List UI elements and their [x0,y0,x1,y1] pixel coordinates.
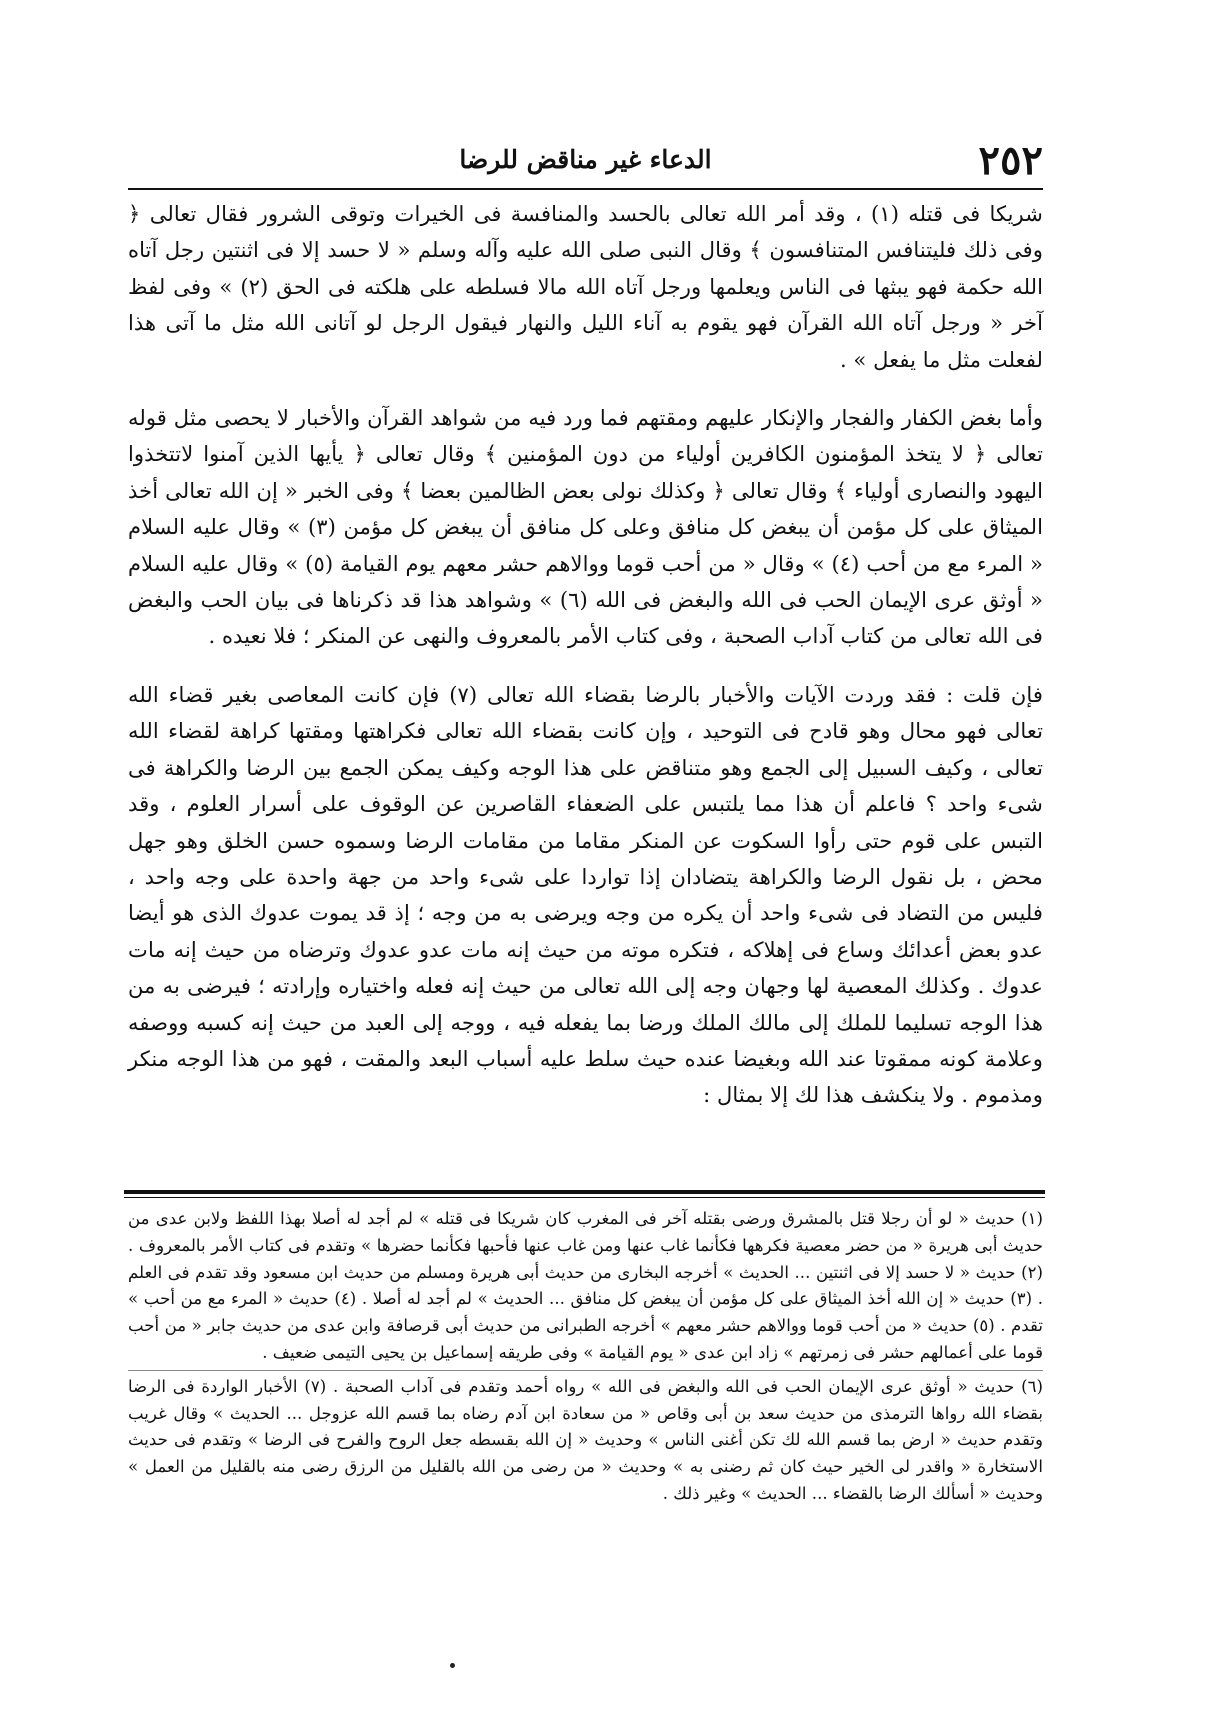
footnotes-block-2: (٦) حديث « أوثق عرى الإيمان الحب فى الله والبغض فى الله » رواه أحمد وتقدم فى آداب الصحبة . (٧) الأخبار الواردة فى الرضا بقضاء الله رواها الترمذى من حديث سعد بن أبى وقاص « من سعادة ابن آدم رضاه بما قسم الله عزوجل ... الحديث » وقال غريب وتقدم حديث « ارض بما قسم الله لك تكن أغنى الناس » وحديث « إن الله بقسطه جعل الروح والفرح فى الرضا » وتقدم فى حديث الاستخارة « واقدر لى الخير حيث كان ثم رضنى به » وحديث « من رضى من الله بالقليل من الرزق رضى منه بالقليل من العمل » وحديث « أسألك الرضا بالقضاء ... الحديث » وغير ذلك . [128,1376,1043,1503]
footnote-separator [124,1190,1045,1194]
page-header [128,136,1043,186]
footnotes [128,1206,1043,1508]
running-title: الدعاء غير مناقض للرضا [459,145,712,174]
paragraph-1: شريكا فى قتله (١) ، وقد أمر الله تعالى بالحسد والمنافسة فى الخيرات وتوقى الشرور فقال تعالى ﴿ وفى ذلك فليتنافس المتنافسون ﴾ وقال النبى صلى الله عليه وآله وسلم « لا حسد إلا فى اثنتين رجل آتاه الله حكمة فهو يبثها فى الناس ويعلمها ورجل آتاه الله مالا فسلطه على هلكته فى الحق (٢) » وفى لفظ آخر « ورجل آتاه الله القرآن فهو يقوم به آناء الليل والنهار فيقول الرجل لو آتانى الله مثل ما آتى هذا لفعلت مثل ما يفعل » . [128,201,1043,372]
paragraph-2: وأما بغض الكفار والفجار والإنكار عليهم ومقتهم فما ورد فيه من شواهد القرآن والأخبار لا يحصى مثل قوله تعالى ﴿ لا يتخذ المؤمنون الكافرين أولياء من دون المؤمنين ﴾ وقال تعالى ﴿ يأيها الذين آمنوا لاتتخذوا اليهود والنصارى أولياء ﴾ وقال تعالى ﴿ وكذلك نولى بعض الظالمين بعضا ﴾ وفى الخبر « إن الله تعالى أخذ الميثاق على كل مؤمن أن يبغض كل منافق وعلى كل منافق أن يبغض كل مؤمن (٣) » وقال عليه السلام « المرء مع من أحب (٤) » وقال « من أحب قوما ووالاهم حشر معهم يوم القيامة (٥) » وقال عليه السلام « أوثق عرى الإيمان الحب فى الله والبغض فى الله (٦) » وشواهد هذا قد ذكرناها فى بيان الحب والبغض فى الله تعالى من كتاب آداب الصحبة ، وفى كتاب الأمر بالمعروف والنهى عن المنكر ؛ فلا نعيده . [128,405,1044,649]
page-end-mark [450,1663,455,1668]
footnote-divider [128,1370,1043,1371]
footnotes-block-1: (١) حديث « لو أن رجلا قتل بالمشرق ورضى بقتله آخر فى المغرب كان شريكا فى قتله » لم أجد له أصلا بهذا اللفظ ولابن عدى من حديث أبى هريرة « من حضر معصية فكرهها فكأنما غاب عنها ومن غاب عنها فأحبها فكأنما حضرها » وتقدم فى كتاب الأمر بالمعروف . (٢) حديث « لا حسد إلا فى اثنتين ... الحديث » أخرجه البخارى من حديث أبى هريرة ومسلم من حديث ابن مسعود وقد تقدم فى العلم . (٣) حديث « إن الله أخذ الميثاق على كل مؤمن أن يبغض كل منافق ... الحديث » لم أجد له أصلا . (٤) حديث « المرء مع من أحب » تقدم . (٥) حديث « من أحب قوما ووالاهم حشر معهم » أخرجه الطبرانى من حديث أبى قرصافة وابن عدى من حديث جابر « من أحب قوما على أعمالهم حشر فى زمرتهم » زاد ابن عدى « يوم القيامة » وفى طريقه إسماعيل بن يحيى التيمى ضعيف . [128,1209,1044,1362]
paragraph-3: فإن قلت : فقد وردت الآيات والأخبار بالرضا بقضاء الله تعالى (٧) فإن كانت المعاصى بغير قضاء الله تعالى فهو محال وهو قادح فى التوحيد ، وإن كانت بقضاء الله تعالى فكراهتها ومقتها كراهة لقضاء الله تعالى ، وكيف السبيل إلى الجمع وهو متناقض على هذا الوجه وكيف يمكن الجمع بين الرضا والكراهة فى شىء واحد ؟ فاعلم أن هذا مما يلتبس على الضعفاء القاصرين عن الوقوف على أسرار العلوم ، وقد التبس على قوم حتى رأوا السكوت عن المنكر مقاما من مقامات الرضا وسموه حسن الخلق وهو جهل محض ، بل نقول الرضا والكراهة يتضادان إذا تواردا على شىء واحد من جهة واحدة على وجه واحد ، فليس من التضاد فى شىء واحد أن يكره من وجه ويرضى به من وجه ؛ إذ قد يموت عدوك الذى هو أيضا عدو بعض أعدائك وساع فى إهلاكه ، فتكره موته من حيث إنه مات عدو عدوك وترضاه من حيث إنه مات عدوك . وكذلك المعصية لها وجهان وجه إلى الله تعالى من حيث إنه فعله واختياره وإرادته ؛ فيرضى به من هذا الوجه تسليما للملك إلى مالك الملك ورضا بما يفعله فيه ، ووجه إلى العبد من حيث إنه كسبه ووصفه وعلامة كونه ممقوتا عند الله وبغيضا عنده حيث سلط عليه أسباب البعد والمقت ، فهو من هذا الوجه منكر ومذموم . ولا ينكشف هذا لك إلا بمثال : [128,681,1044,1108]
footnote-separator-thin [124,1197,1045,1198]
main-text [128,196,1043,1114]
header-rule [128,188,1043,190]
page-number: ٢٥٢ [978,137,1043,184]
